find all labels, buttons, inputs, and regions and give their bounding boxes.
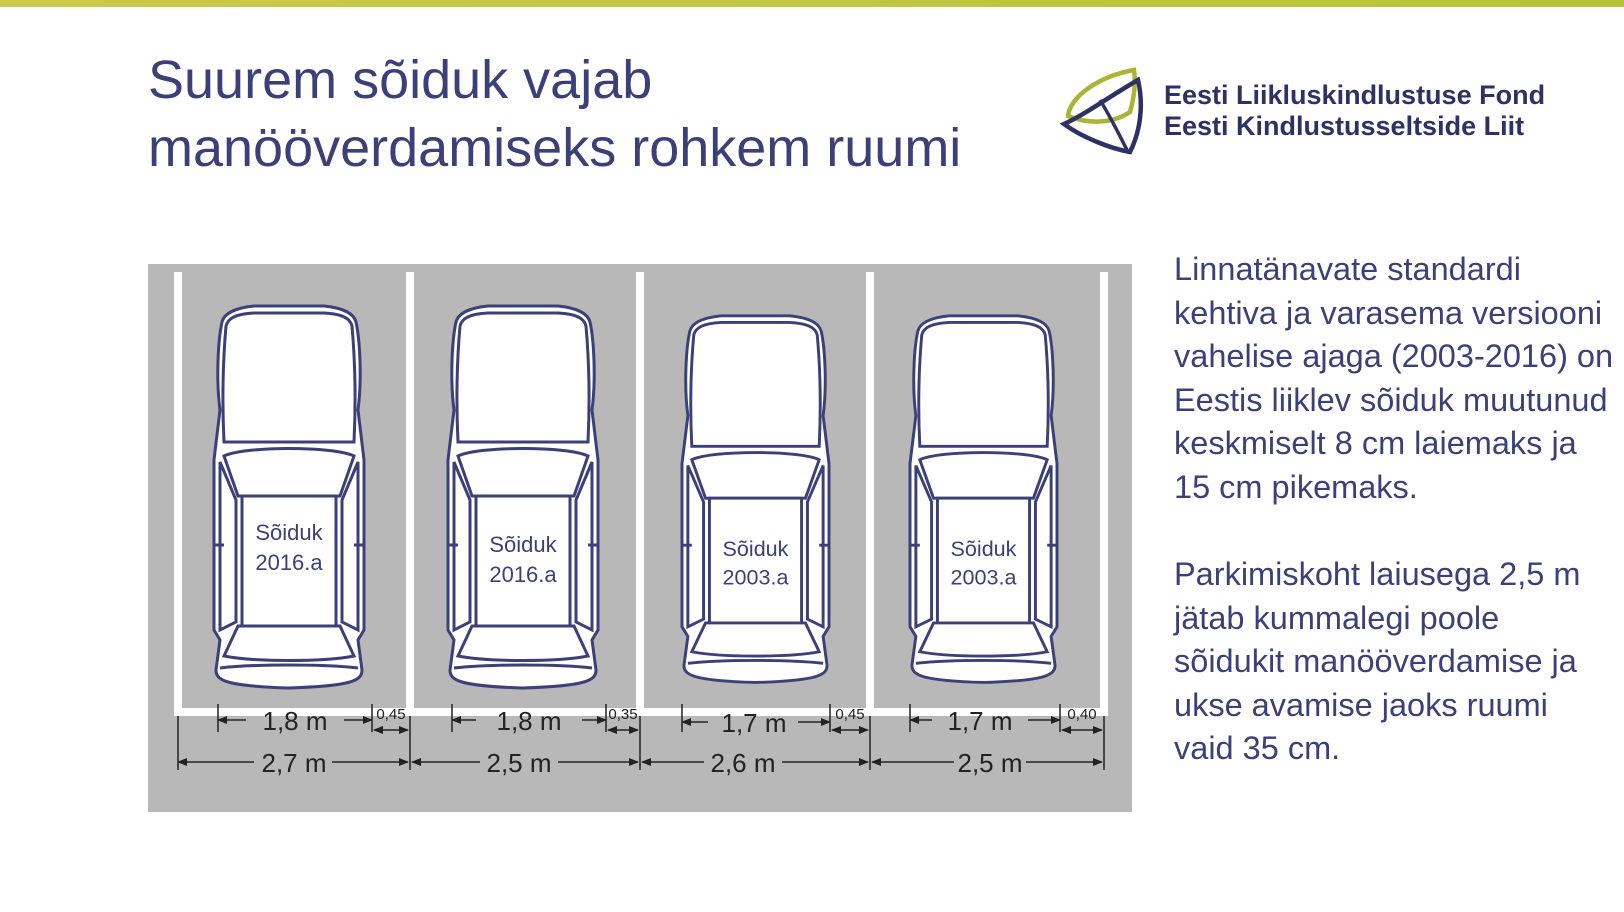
space-width-label-1: 2,7 m	[261, 748, 327, 778]
space-width-label-4: 2,5 m	[957, 748, 1023, 778]
space-width-label-3: 2,6 m	[710, 748, 776, 778]
car-2016-1	[214, 306, 364, 688]
gap-label-1: 0,45	[376, 706, 406, 723]
top-accent-bar	[0, 0, 1624, 7]
car-label-3-line-2: 2003.a	[722, 565, 789, 590]
paragraph-vehicle-growth: Linnatänavate standardi kehtiva ja varasema versiooni vahelise ajaga (2003-2016) on Eestis liiklev sõiduk muutunud keskmiselt 8 cm laiemaks ja 15 cm pikemaks.	[1174, 251, 1614, 505]
organization-logo	[1060, 66, 1600, 166]
gap-label-3: 0,45	[835, 706, 865, 723]
logo-line-2: Eesti Kindlustusseltside Liit	[1164, 111, 1525, 141]
car-label-4-line-2: 2003.a	[950, 565, 1017, 590]
logo-line-1: Eesti Liikluskindlustuse Fond	[1164, 80, 1546, 110]
gap-label-4: 0,40	[1067, 706, 1097, 723]
car-label-1-line-2: 2016.a	[255, 550, 323, 575]
car-label-2-line-1: Sõiduk	[489, 532, 557, 557]
car-width-label-1: 1,8 m	[262, 706, 328, 736]
car-2003-1	[682, 316, 829, 683]
car-label-3-line-1: Sõiduk	[722, 536, 789, 561]
car-label-4-line-1: Sõiduk	[950, 536, 1017, 561]
car-2003-2	[910, 316, 1057, 683]
car-width-label-2: 1,8 m	[496, 706, 562, 736]
leaf-triangle-logo-icon	[1060, 66, 1152, 158]
paragraph-parking-space: Parkimiskoht laiusega 2,5 m jätab kummalegi poole sõidukit manööverdamise ja ukse avamise jaoks ruumi vaid 35 cm.	[1174, 556, 1581, 766]
car-label-2-line-2: 2016.a	[489, 562, 557, 587]
car-width-label-4: 1,7 m	[947, 706, 1013, 736]
slide-body-text	[1174, 248, 1614, 815]
car-label-1-line-1: Sõiduk	[255, 520, 323, 545]
space-width-label-2: 2,5 m	[486, 748, 552, 778]
car-2016-2	[448, 306, 598, 688]
slide-title	[148, 46, 1048, 182]
title-line-1: Suurem sõiduk vajab	[148, 50, 653, 110]
parking-spaces-diagram	[148, 264, 1132, 812]
gap-label-2: 0,35	[608, 706, 638, 723]
logo-text	[1164, 80, 1545, 142]
title-line-2: manööverdamiseks rohkem ruumi	[148, 118, 962, 178]
car-width-label-3: 1,7 m	[721, 708, 787, 738]
